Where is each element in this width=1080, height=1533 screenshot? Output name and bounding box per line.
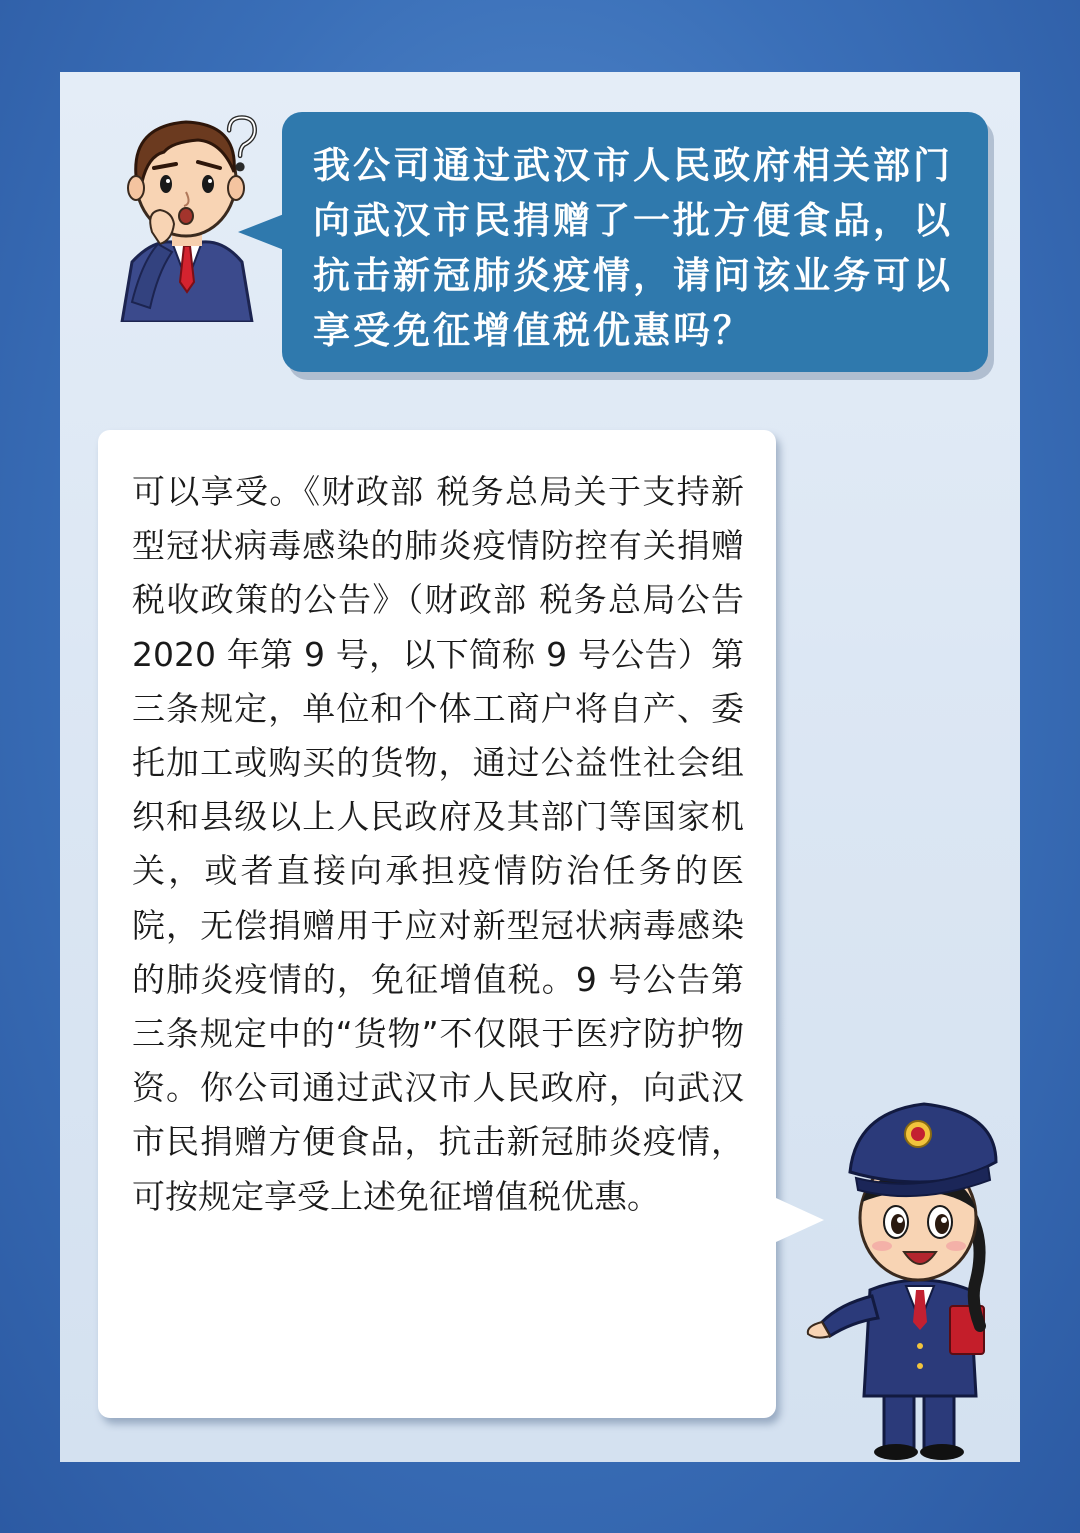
answer-text: 可以享受。《财政部 税务总局关于支持新型冠状病毒感染的肺炎疫情防控有关捐赠税收政策的公告》（财政部 税务总局公告 2020 年第 9 号，以下简称 9 号公告）第三条规定，单位和个体工商户将自产、委托加工或购买的货物，通过公益性社会组织和县级以上人民政府及其部门等国家机关，或者直接向承担疫情防治任务的医院，无偿捐赠用于应对新型冠状病毒感染的肺炎疫情的，免征增值税。9 号公告第三条规定中的“货物”不仅限于医疗防护物资。你公司通过武汉市人民政府，向武汉市民捐赠方便食品，抗击新冠肺炎疫情，可按规定享受上述免征增值税优惠。	[132, 472, 744, 1216]
question-bubble-tail	[238, 214, 284, 250]
question-mark-icon	[218, 112, 264, 176]
tax-officer-icon	[800, 1090, 1040, 1460]
question-text: 我公司通过武汉市人民政府相关部门向武汉市民捐赠了一批方便食品，以抗击新冠肺炎疫情，请问该业务可以享受免征增值税优惠吗？	[313, 144, 953, 352]
